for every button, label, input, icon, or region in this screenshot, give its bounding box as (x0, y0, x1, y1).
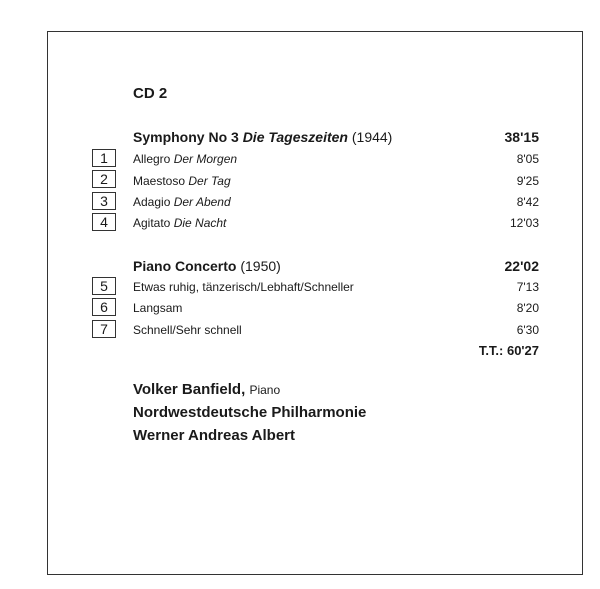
work-title: Piano Concerto (133, 258, 237, 274)
performer-orchestra: Nordwestdeutsche Philharmonie (133, 404, 367, 421)
work-heading (133, 129, 392, 145)
track-title: Allegro Der Morgen (133, 152, 238, 166)
disc-label: CD 2 (133, 85, 168, 102)
work-year: (1944) (351, 129, 393, 145)
track-title: Etwas ruhig, tänzerisch/Lebhaft/Schneller (133, 280, 354, 294)
booklet-frame (47, 31, 583, 575)
track-number-box: 3 (92, 192, 116, 210)
track-title: Langsam (133, 301, 183, 315)
performer-role: Piano (249, 383, 281, 397)
track-time: 6'30 (516, 323, 539, 337)
performer-conductor: Werner Andreas Albert (133, 427, 295, 444)
performer-soloist: Volker Banfield, Piano (133, 381, 281, 398)
work-subtitle: Die Tageszeiten (242, 129, 348, 145)
work-total-time: 38'15 (504, 129, 539, 145)
track-title: Maestoso Der Tag (133, 174, 231, 188)
track-title: Agitato Die Nacht (133, 216, 227, 230)
track-time: 12'03 (510, 216, 539, 230)
work-heading (133, 258, 281, 274)
track-time: 8'42 (516, 195, 539, 209)
track-title: Adagio Der Abend (133, 195, 231, 209)
work-total-time: 22'02 (504, 258, 539, 274)
total-time: T.T.: 60'27 (478, 343, 539, 358)
track-number-box: 4 (92, 213, 116, 231)
track-number-box: 6 (92, 298, 116, 316)
track-time: 8'20 (516, 301, 539, 315)
track-title: Schnell/Sehr schnell (133, 323, 242, 337)
work-year: (1950) (240, 258, 281, 274)
track-number-box: 5 (92, 277, 116, 295)
track-time: 7'13 (516, 280, 539, 294)
track-number-box: 1 (92, 149, 116, 167)
track-time: 8'05 (516, 152, 539, 166)
work-title: Symphony No 3 (133, 129, 239, 145)
track-number-box: 7 (92, 320, 116, 338)
track-time: 9'25 (516, 174, 539, 188)
track-number-box: 2 (92, 170, 116, 188)
